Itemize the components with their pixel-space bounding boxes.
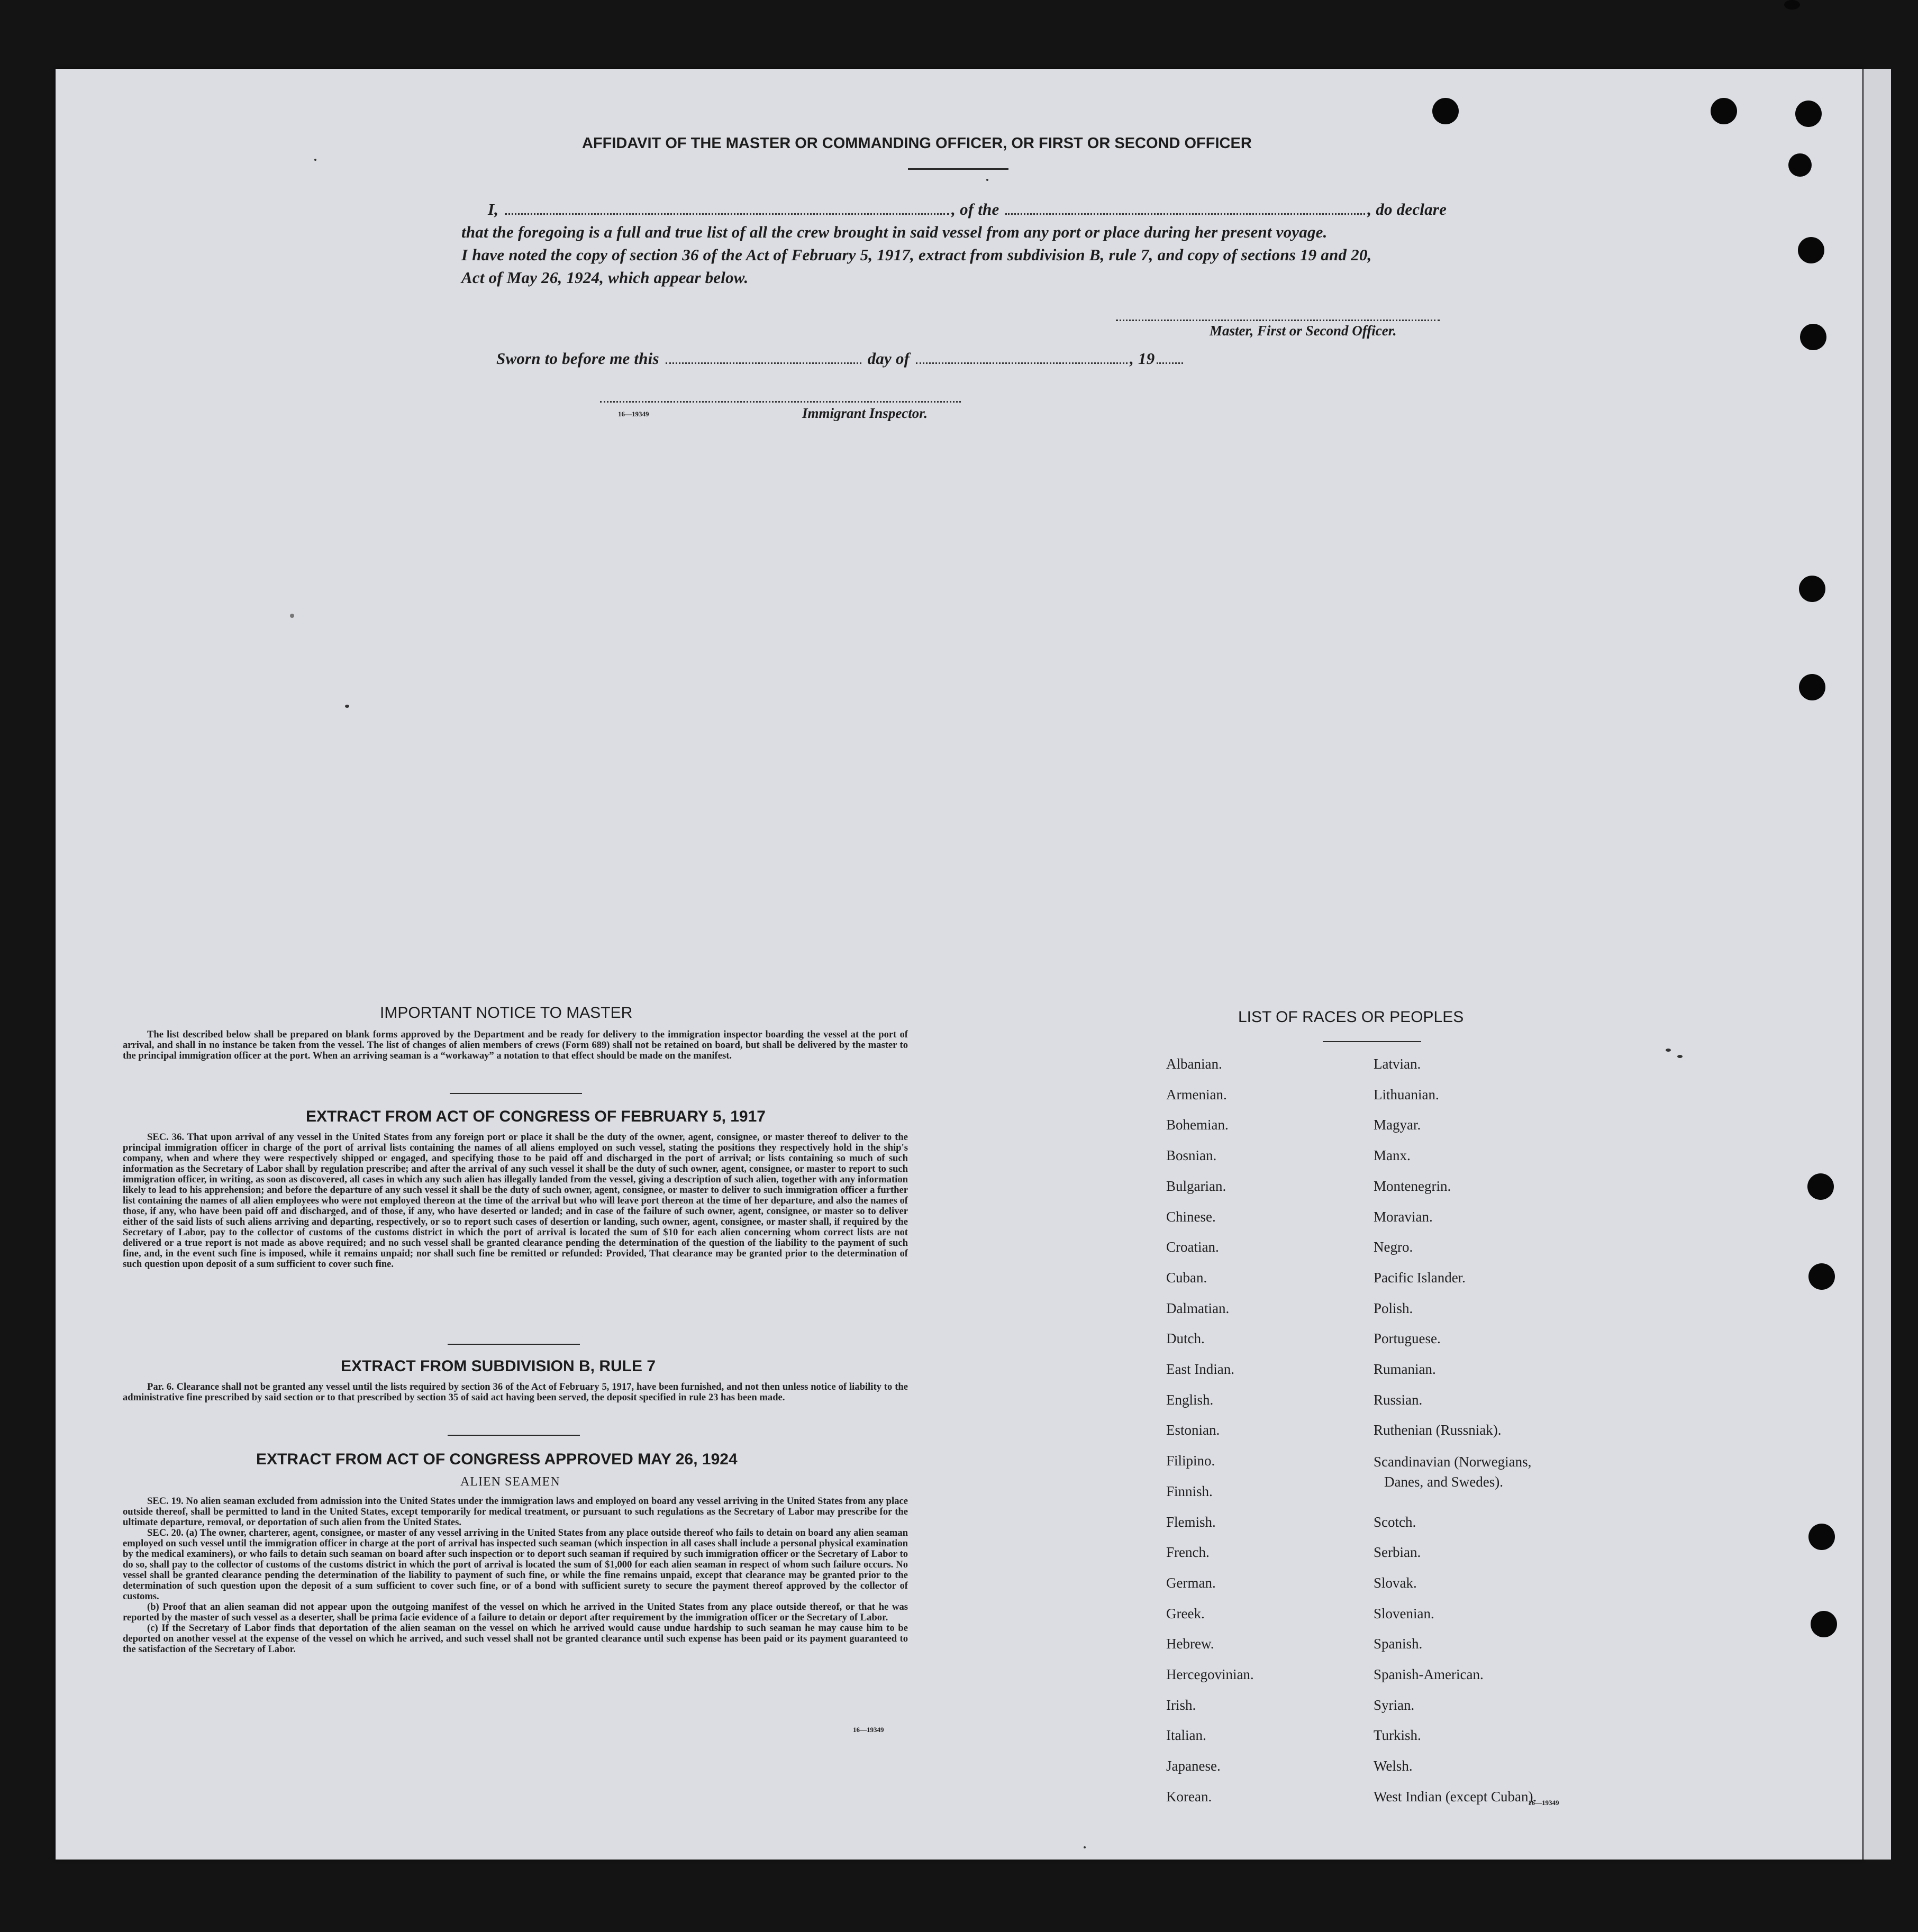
- race-item: Syrian.: [1374, 1697, 1415, 1713]
- punch-hole: [1811, 1611, 1837, 1637]
- speck: [1666, 1049, 1671, 1052]
- race-item: Lithuanian.: [1374, 1087, 1439, 1102]
- race-item: Montenegrin.: [1374, 1178, 1451, 1194]
- race-item: Hercegovinian.: [1166, 1666, 1254, 1682]
- race-item: Latvian.: [1374, 1056, 1421, 1072]
- race-item: Portuguese.: [1374, 1330, 1441, 1346]
- race-scandinavian-continued: Danes, and Swedes).: [1384, 1474, 1503, 1490]
- race-item: Manx.: [1374, 1147, 1411, 1163]
- race-item: Albanian.: [1166, 1056, 1222, 1072]
- race-item: Dutch.: [1166, 1330, 1205, 1346]
- affidavit-title: AFFIDAVIT OF THE MASTER OR COMMANDING OFFICER, OR FIRST OR SECOND OFFICER: [582, 135, 1252, 152]
- extract-1924-title: EXTRACT FROM ACT OF CONGRESS APPROVED MAY 26, 1924: [256, 1451, 738, 1468]
- race-item: Serbian.: [1374, 1544, 1421, 1560]
- sworn-day-of: day of: [867, 349, 910, 368]
- sec19-paragraph: [123, 1496, 908, 1528]
- notice-title: IMPORTANT NOTICE TO MASTER: [380, 1004, 633, 1022]
- race-item: Italian.: [1166, 1727, 1206, 1743]
- race-item: Rumanian.: [1374, 1361, 1436, 1377]
- race-item: Korean.: [1166, 1789, 1212, 1805]
- name-blank[interactable]: [505, 213, 949, 215]
- extract-form-number: 16—19349: [853, 1726, 884, 1734]
- affidavit-form-number: 16—19349: [618, 410, 649, 418]
- race-item: English.: [1166, 1392, 1214, 1408]
- race-item: Slovenian.: [1374, 1606, 1434, 1621]
- race-item: Cuban.: [1166, 1270, 1207, 1286]
- punch-hole: [1799, 576, 1825, 602]
- sec20c-paragraph: [123, 1623, 908, 1655]
- declaration-do-declare: , do declare: [1367, 200, 1447, 218]
- race-item: Bosnian.: [1166, 1147, 1217, 1163]
- sworn-month-blank[interactable]: [916, 362, 1128, 364]
- alien-seamen-subtitle: ALIEN SEAMEN: [460, 1475, 560, 1489]
- master-signature-line[interactable]: [1116, 320, 1440, 321]
- sworn-year-blank[interactable]: [1157, 362, 1183, 364]
- race-item: Japanese.: [1166, 1758, 1221, 1774]
- vessel-blank[interactable]: [1005, 213, 1365, 215]
- speck: [314, 159, 316, 161]
- notice-text: [123, 1029, 908, 1061]
- extract-rule7-body: Par. 6. Clearance shall not be granted any vessel until the lists required by section 36 of the Act of February 5, 1917, have been furnished, and not then unless notice of liability to the administrative fine prescribed by said section or to that prescribed by section 35 of said act having been served, the deposit specified in rule 23 has been made.: [123, 1381, 908, 1403]
- punch-hole: [1788, 153, 1812, 177]
- speck: [290, 614, 294, 618]
- extract-1924-text: [123, 1496, 908, 1655]
- races-title-underline: [1323, 1041, 1421, 1042]
- extract-rule7-text: [123, 1382, 908, 1403]
- race-item: Filipino.: [1166, 1453, 1215, 1469]
- punch-hole: [1432, 98, 1459, 124]
- page-edge-strip: [1864, 69, 1891, 1860]
- punch-hole: [1808, 1263, 1835, 1290]
- sworn-day-blank[interactable]: [666, 362, 861, 364]
- extract-rule7-title: EXTRACT FROM SUBDIVISION B, RULE 7: [341, 1357, 656, 1375]
- punch-hole: [1807, 1173, 1834, 1200]
- race-item: Finnish.: [1166, 1483, 1213, 1499]
- declaration-line-2: that the foregoing is a full and true list of all the crew brought in said vessel from any port or place during her present voyage.: [461, 223, 1328, 241]
- race-item: Croatian.: [1166, 1239, 1219, 1255]
- race-item: German.: [1166, 1575, 1216, 1591]
- race-item: Estonian.: [1166, 1422, 1220, 1438]
- title-underline: [908, 168, 1008, 170]
- speck: [1084, 1846, 1086, 1848]
- race-item: East Indian.: [1166, 1361, 1234, 1377]
- punch-hole: [1808, 1524, 1835, 1550]
- declaration-line-4: Act of May 26, 1924, which appear below.: [461, 268, 749, 287]
- race-item: Spanish.: [1374, 1636, 1423, 1652]
- race-item: Scotch.: [1374, 1514, 1416, 1530]
- sec20a-paragraph: [123, 1528, 908, 1602]
- race-item: Armenian.: [1166, 1087, 1227, 1102]
- races-form-number: 16—19349: [1528, 1799, 1559, 1807]
- race-item: Dalmatian.: [1166, 1300, 1230, 1316]
- declaration-line-3: I have noted the copy of section 36 of the Act of February 5, 1917, extract from subdivision B, rule 7, and copy of sections 19 and 20,: [461, 245, 1372, 264]
- race-item: West Indian (except Cuban).: [1374, 1789, 1537, 1805]
- sec20b-body: (b) Proof that an alien seaman did not appear upon the outgoing manifest of the vessel on which he arrived in the United States from any place outside thereof, or that he was reported by the master of such vessel as a deserter, shall be prima facie evidence of a failure to detain or deport after requirement by the immigration officer or the Secretary of Labor.: [123, 1601, 908, 1623]
- declaration-line-1: [488, 200, 1447, 219]
- race-item: Hebrew.: [1166, 1636, 1214, 1652]
- speck: [1677, 1055, 1683, 1058]
- notice-body: The list described below shall be prepared on blank forms approved by the Department and be ready for delivery to the immigration inspector boarding the vessel at the port of arrival, and shall in no instance be taken from the vessel. The list of changes of alien members of crews (Form 689) shall not be retained on board, but shall be delivered by the master to the principal immigration officer at the port. When an arriving seaman is a “workaway” a notation to that effect should be made on the manifest.: [123, 1029, 908, 1061]
- race-item: Slovak.: [1374, 1575, 1417, 1591]
- sec20a-body: SEC. 20. (a) The owner, charterer, agent, consignee, or master of any vessel arriving in the United States from any place outside thereof who fails to detain on board any alien seaman employed on such vessel until the immigration officer in charge at the port of arrival has inspected such seaman (which inspection in all cases shall include a personal physical examination by the medical examiners), or who fails to detain such seaman on board after such inspection or to deport such seaman if required by such immigration officer or the Secretary of Labor to do so, shall pay to the collector of customs of the customs district in which the port of arrival is located the sum of $1,000 for each alien seaman in respect of whom such failure occurs. No vessel shall be granted clearance pending the determination of the liability to payment of such fine, or while the fine remains unpaid, except that clearance may be granted prior to the determination of such question upon the deposit of a sum sufficient to cover such fine, or of a bond with sufficient surety to secure the payment thereof approved by the collector of customs.: [123, 1527, 908, 1602]
- punch-hole: [1795, 101, 1822, 127]
- speck: [986, 179, 988, 181]
- declaration-i: I,: [488, 200, 499, 218]
- punch-hole: [1784, 0, 1800, 10]
- divider: [448, 1435, 580, 1436]
- divider: [448, 1344, 580, 1345]
- race-item: Russian.: [1374, 1392, 1423, 1408]
- race-item: Magyar.: [1374, 1117, 1421, 1133]
- inspector-label: Immigrant Inspector.: [802, 405, 928, 421]
- sworn-line: [496, 349, 1185, 368]
- race-item: Negro.: [1374, 1239, 1413, 1255]
- race-item: Flemish.: [1166, 1514, 1216, 1530]
- race-item: French.: [1166, 1544, 1210, 1560]
- race-item: Moravian.: [1374, 1209, 1433, 1225]
- race-item: Spanish-American.: [1374, 1666, 1484, 1682]
- punch-hole: [1800, 324, 1826, 350]
- sworn-text: Sworn to before me this: [496, 349, 659, 368]
- punch-hole: [1711, 98, 1737, 124]
- race-item: Bohemian.: [1166, 1117, 1229, 1133]
- race-item: Pacific Islander.: [1374, 1270, 1466, 1286]
- master-signature-label: Master, First or Second Officer.: [1210, 323, 1397, 339]
- race-item: Bulgarian.: [1166, 1178, 1226, 1194]
- race-item: Irish.: [1166, 1697, 1196, 1713]
- race-item: Greek.: [1166, 1606, 1205, 1621]
- extract-1917-body: SEC. 36. That upon arrival of any vessel in the United States from any foreign port or place it shall be the duty of the owner, agent, consignee, or master thereof to deliver to the principal immigration officer in charge of the port of arrival lists containing the names of all aliens employed on such vessel, stating the positions they respectively hold in the ship's company, when and where they were respectively shipped or engaged, and specifying those to be paid off and discharged in the port of arrival; or lists containing so much of such information as the Secretary of Labor shall by regulation prescribe; and after the arrival of any such vessel it shall be the duty of such owner, agent, consignee, or master to report to such immigration officer, in writing, as soon as discovered, all cases in which any such alien has illegally landed from the vessel, giving a description of such alien, together with any information likely to lead to his apprehension; and before the departure of any such vessel it shall be the duty of such owner, agent, consignee, or master to deliver to such immigration officer a further list containing the names of all alien employees who were not employed thereon at the time of the arrival but who will leave port thereon at the time of her departure, and also the names of those, if any, who have been paid off and discharged, and of those, if any, who have deserted or landed; and in case of the failure of such owner, agent, consignee, or master so to deliver either of the said lists of such aliens arriving and departing, respectively, or so to report such cases of desertion or landing, such owner, agent, consignee, or master shall, if required by the Secretary of Labor, pay to the collector of customs of the customs district in which the port of arrival is located the sum of $10 for each alien concerning whom correct lists are not delivered or a true report is not made as above required; and no such vessel shall be granted clearance pending the determination of the question of the liability to the payment of such fine, and, in the event such fine is imposed, while it remains unpaid; nor shall such fine be remitted or refunded: Provided, That clearance may be granted prior to the determination of such question upon deposit of a sum sufficient to cover such fine.: [123, 1132, 908, 1270]
- punch-hole: [1799, 674, 1825, 700]
- race-item: Scandinavian (Norwegians,: [1374, 1454, 1532, 1470]
- race-item: Turkish.: [1374, 1727, 1421, 1743]
- sec20c-body: (c) If the Secretary of Labor finds that deportation of the alien seaman on the vessel on which he arrived would cause undue hardship to such seaman he may cause him to be deported on another vessel at the expense of the vessel on which he arrived, and such vessel shall not be granted clearance until such expense has been paid or its payment guaranteed to the satisfaction of the Secretary of Labor.: [123, 1623, 908, 1655]
- races-title: LIST OF RACES OR PEOPLES: [1238, 1008, 1464, 1026]
- race-item: Chinese.: [1166, 1209, 1216, 1225]
- race-item: Polish.: [1374, 1300, 1413, 1316]
- extract-1917-title: EXTRACT FROM ACT OF CONGRESS OF FEBRUARY 5, 1917: [306, 1108, 766, 1125]
- inspector-signature-line[interactable]: [600, 401, 961, 403]
- divider: [450, 1093, 582, 1094]
- punch-hole: [1798, 237, 1824, 263]
- sec19-body: SEC. 19. No alien seaman excluded from admission into the United States under the immigration laws and employed on board any vessel arriving in the United States from any place outside thereof, shall be permitted to land in the United States, except temporarily for medical treatment, or pursuant to such regulations as the Secretary of Labor may prescribe for the ultimate departure, removal, or deportation of such alien from the United States.: [123, 1496, 908, 1528]
- race-item: Welsh.: [1374, 1758, 1413, 1774]
- speck: [345, 705, 349, 708]
- extract-1917-text: [123, 1132, 908, 1270]
- declaration-of-the: , of the: [951, 200, 999, 218]
- sec20b-paragraph: [123, 1602, 908, 1623]
- sworn-year-prefix: , 19: [1130, 349, 1155, 368]
- race-item: Ruthenian (Russniak).: [1374, 1422, 1502, 1438]
